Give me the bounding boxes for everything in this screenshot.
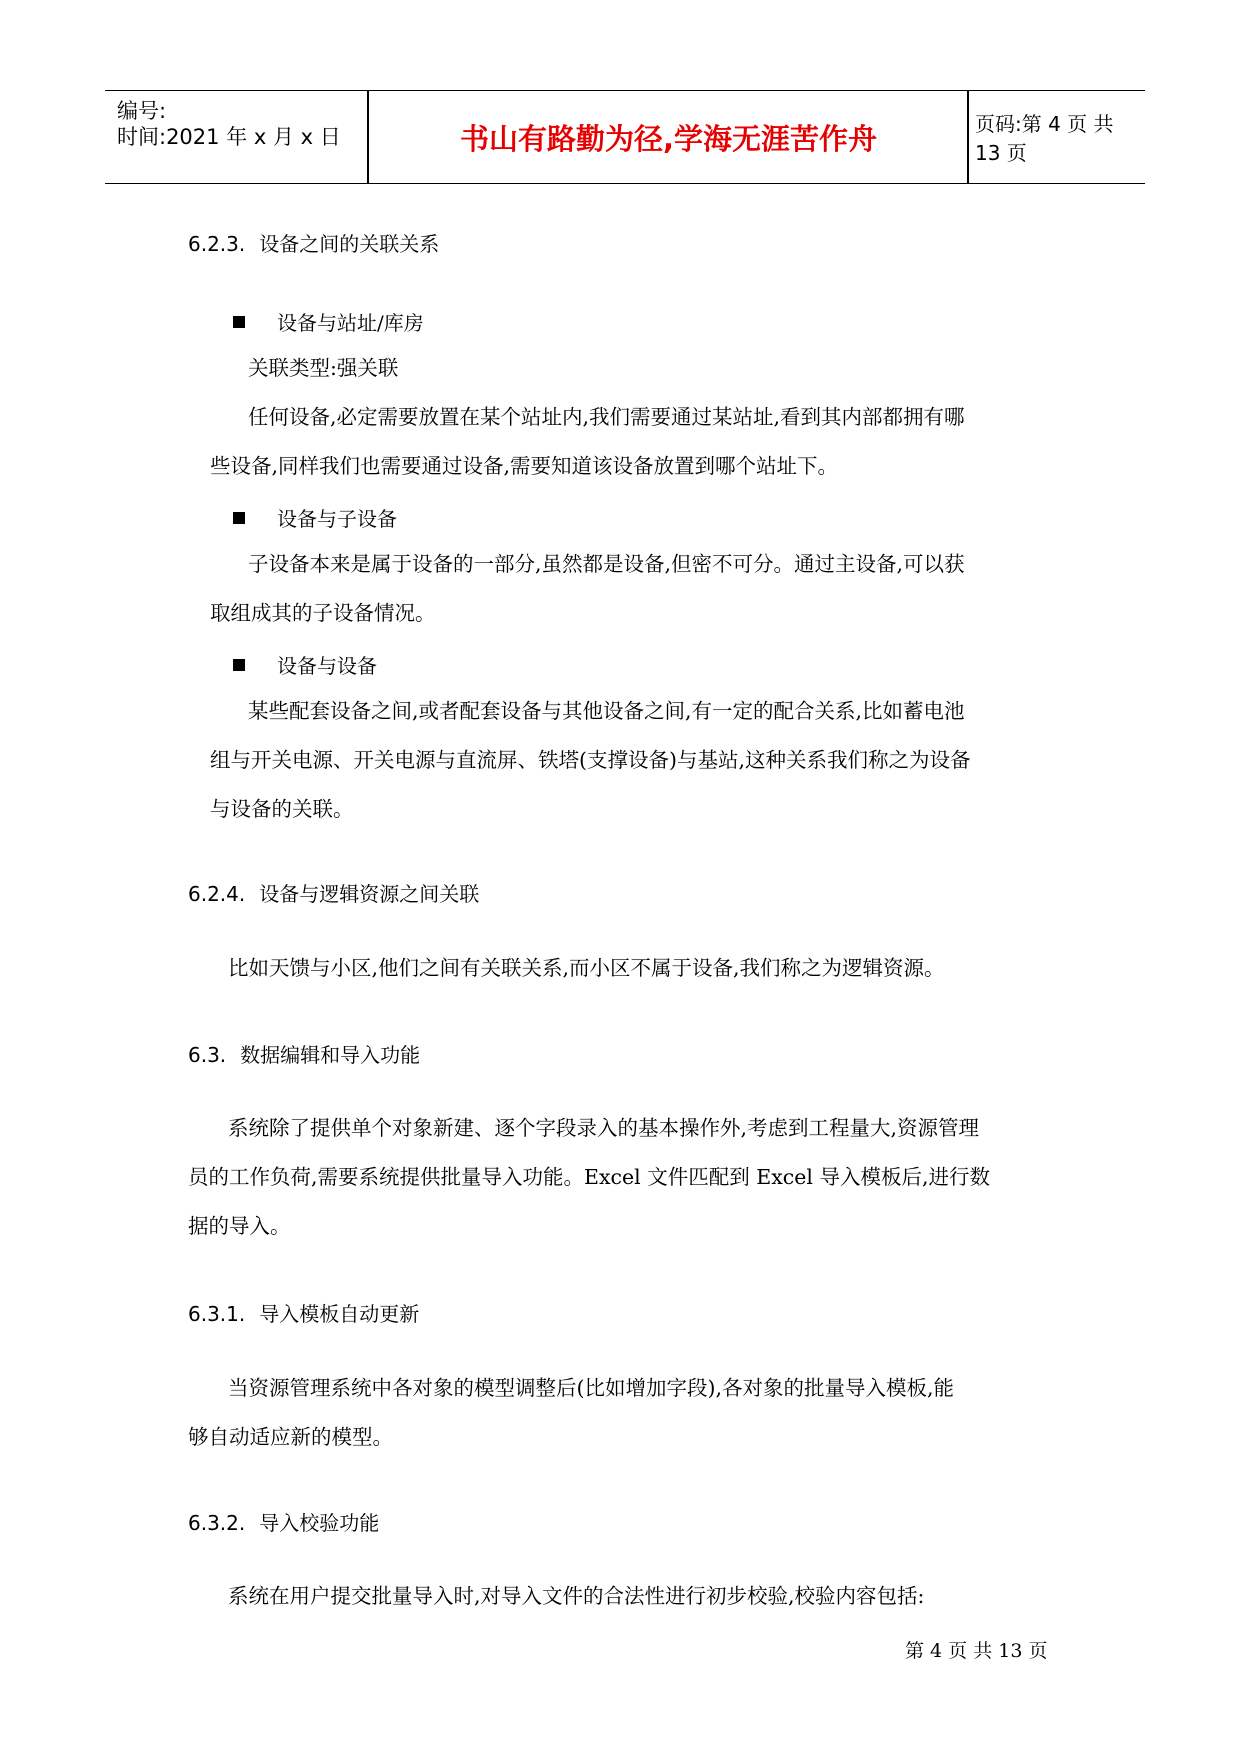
header-meta xyxy=(117,91,367,183)
text-line: 比如天馈与小区,他们之间有关联关系,而小区不属于设备,我们称之为逻辑资源。 xyxy=(228,956,945,980)
paragraph xyxy=(210,687,971,834)
text-line: 与设备的关联。 xyxy=(210,797,354,821)
page-header xyxy=(105,90,1145,184)
bullet-item xyxy=(233,503,397,532)
bullet-text: 设备与站址/库房 xyxy=(277,311,424,335)
section-number: 6.3. xyxy=(188,1043,227,1067)
section-heading-6-3 xyxy=(188,1039,420,1068)
section-heading-6-2-4 xyxy=(188,878,479,907)
section-heading-6-2-3 xyxy=(188,228,439,257)
text-line: 当资源管理系统中各对象的模型调整后(比如增加字段),各对象的批量导入模板,能 xyxy=(228,1376,955,1400)
text-line: 子设备本来是属于设备的一部分,虽然都是设备,但密不可分。通过主设备,可以获 xyxy=(248,552,965,576)
header-motto: 书山有路勤为径,学海无涯苦作舟 xyxy=(459,121,878,156)
square-bullet-icon xyxy=(233,316,245,328)
section-title: 导入模板自动更新 xyxy=(259,1302,420,1326)
bullet-item xyxy=(233,650,377,679)
text-line: 系统除了提供单个对象新建、逐个字段录入的基本操作外,考虑到工程量大,资源管理 xyxy=(228,1116,980,1140)
square-bullet-icon xyxy=(233,512,245,524)
paragraph xyxy=(248,344,398,393)
doc-time-label: 时间:2021 年 x 月 x 日 xyxy=(117,125,341,149)
text-line: 关联类型:强关联 xyxy=(248,356,399,380)
text-line: 系统在用户提交批量导入时,对导入文件的合法性进行初步校验,校验内容包括: xyxy=(228,1584,925,1608)
square-bullet-icon xyxy=(233,659,245,671)
section-title: 数据编辑和导入功能 xyxy=(240,1043,421,1067)
paragraph xyxy=(210,540,965,638)
bullet-text: 设备与子设备 xyxy=(277,507,397,531)
text-line: 某些配套设备之间,或者配套设备与其他设备之间,有一定的配合关系,比如蓄电池 xyxy=(248,699,965,723)
text-line: 组与开关电源、开关电源与直流屏、铁塔(支撑设备)与基站,这种关系我们称之为设备 xyxy=(210,748,971,772)
bullet-item xyxy=(233,307,424,336)
page-footer: 第 4 页 共 13 页 xyxy=(905,1640,1048,1662)
header-divider xyxy=(367,91,369,183)
section-title: 设备与逻辑资源之间关联 xyxy=(259,882,480,906)
section-heading-6-3-2 xyxy=(188,1507,379,1536)
text-line: 据的导入。 xyxy=(188,1214,291,1238)
paragraph xyxy=(228,1572,924,1621)
paragraph xyxy=(188,1364,954,1462)
paragraph xyxy=(188,1104,990,1251)
section-number: 6.2.3. xyxy=(188,232,246,256)
section-number: 6.3.2. xyxy=(188,1511,246,1535)
text-line: 员的工作负荷,需要系统提供批量导入功能。Excel 文件匹配到 Excel 导入模板后,进行数 xyxy=(188,1165,990,1189)
header-divider xyxy=(967,91,969,183)
text-line: 取组成其的子设备情况。 xyxy=(210,601,436,625)
section-number: 6.3.1. xyxy=(188,1302,246,1326)
text-line: 任何设备,必定需要放置在某个站址内,我们需要通过某站址,看到其内部都拥有哪 xyxy=(248,405,965,429)
doc-number-label: 编号: xyxy=(117,99,167,123)
section-title: 设备之间的关联关系 xyxy=(259,232,440,256)
text-line: 够自动适应新的模型。 xyxy=(188,1425,393,1449)
text-line: 些设备,同样我们也需要通过设备,需要知道该设备放置到哪个站址下。 xyxy=(210,454,839,478)
bullet-text: 设备与设备 xyxy=(277,654,377,678)
paragraph xyxy=(210,393,965,491)
paragraph xyxy=(228,944,945,993)
header-page-label: 页码:第 4 页 共 13 页 xyxy=(975,112,1114,165)
section-number: 6.2.4. xyxy=(188,882,246,906)
section-title: 导入校验功能 xyxy=(259,1511,380,1535)
section-heading-6-3-1 xyxy=(188,1298,419,1327)
